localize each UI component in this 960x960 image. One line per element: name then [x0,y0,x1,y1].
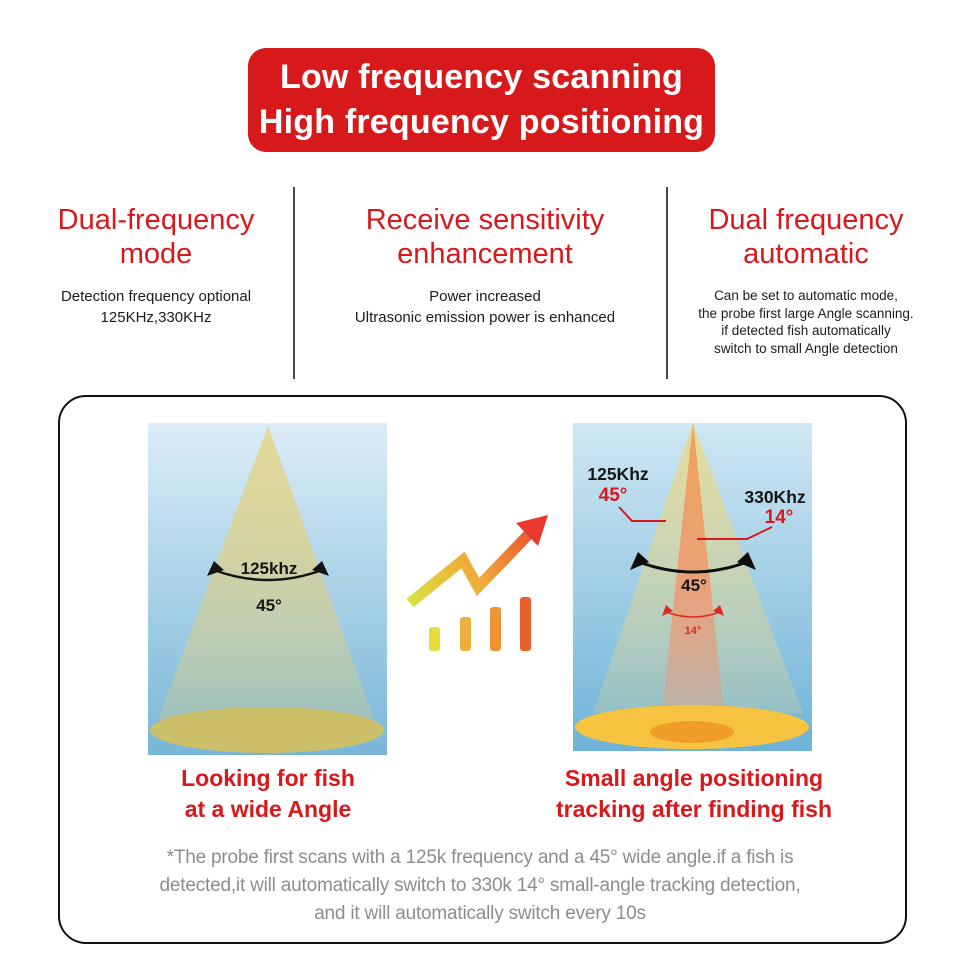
footnote-line-2: detected,it will automatically switch to 330k 14° small-angle tracking detection, [159,875,801,896]
feature-desc-line: Detection frequency optional [60,288,252,305]
dual-beam-sonar-diagram [573,423,812,751]
caption-line-1: Small angle positioning [564,765,824,791]
feature-title [330,203,640,271]
bar-4 [520,597,531,651]
feature-desc-line: 125KHz,330KHz [100,309,212,326]
footnote-line-1: *The probe first scans with a 125k frequency and a 45° wide angle.if a fish is [166,847,794,868]
feature-desc-line: Can be set to automatic mode, [714,288,898,303]
caption-line-1: Looking for fish [181,765,355,791]
footnote-line-3: and it will automatically switch every 10s [314,903,646,924]
wide-beam-sonar-diagram [148,423,387,755]
feature-column-dual-frequency-mode [22,203,290,328]
feature-title-line-1: Dual frequency [708,204,904,236]
left-diagram-caption [128,763,408,825]
headline-banner [248,48,715,152]
feature-description [330,286,640,328]
feature-column-dual-frequency-automatic [675,203,937,357]
feature-desc-line: Power increased [429,288,541,305]
column-divider-right [666,187,668,379]
headline-line-1: Low frequency scanning [279,58,684,96]
growth-arrow-graphic [402,503,554,655]
feature-title-line-1: Receive sensitivity [365,204,605,236]
seabed-spot-ellipse [150,707,384,753]
beam-angle-wide-label: 45° [681,576,707,595]
angle-label: 45° [256,596,282,615]
feature-description [675,287,937,357]
seabed-hotspot-ellipse [650,721,734,743]
feature-description [22,286,290,328]
caption-line-2: at a wide Angle [184,796,352,822]
feature-title-line-2: automatic [743,238,869,270]
column-divider-left [293,187,295,379]
wide-frequency-label: 125Khz [587,464,649,484]
feature-title-line-2: mode [119,238,193,270]
beam-angle-narrow-label: 14° [684,625,702,637]
feature-desc-line: the probe first large Angle scanning. [698,305,914,321]
narrow-frequency-label: 330Khz [744,487,806,507]
right-diagram-caption [544,763,844,825]
feature-desc-line: Ultrasonic emission power is enhanced [354,309,616,326]
caption-line-2: tracking after finding fish [555,796,833,822]
bar-2 [460,617,471,651]
headline-line-2: High frequency positioning [258,103,705,141]
narrow-angle-label: 14° [764,507,794,528]
bar-1 [429,627,440,651]
trend-arrow-line [410,535,528,603]
wide-angle-label: 45° [598,485,628,506]
feature-title [675,203,937,271]
feature-title-line-1: Dual-frequency [57,204,255,236]
bar-3 [490,607,501,651]
feature-title-line-2: enhancement [397,238,573,270]
feature-desc-line: if detected fish automatically [721,323,891,338]
footnote-text [110,844,850,928]
feature-title [22,203,290,271]
feature-column-receive-sensitivity [330,203,640,328]
frequency-label: 125khz [240,559,298,578]
feature-desc-line: switch to small Angle detection [714,340,898,356]
